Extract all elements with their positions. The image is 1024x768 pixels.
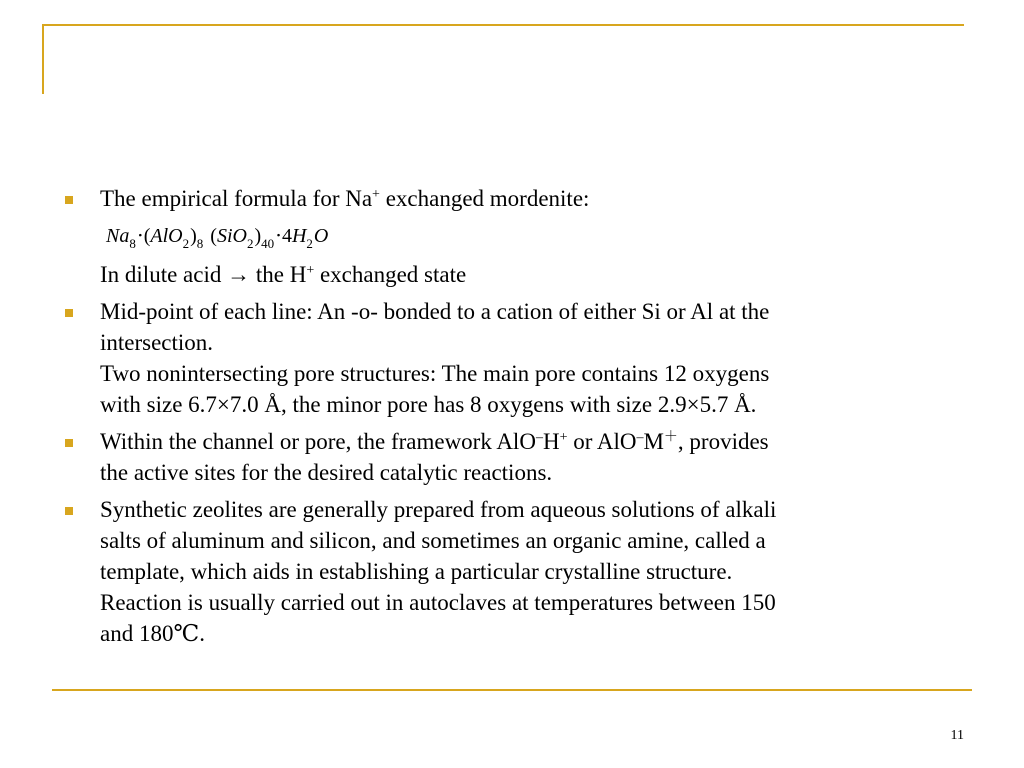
bullet-item-active-sites <box>62 426 962 488</box>
bullet-text: with size 6.7×7.0 Å, the minor pore has 8 oxygens with size 2.9×5.7 Å. <box>100 392 757 417</box>
bullet-square-icon <box>65 507 73 515</box>
bullet-item-pore-structure <box>62 296 962 420</box>
bullet-square-icon <box>65 439 73 447</box>
footer-rule <box>52 689 972 691</box>
frame-top-rule <box>42 24 964 26</box>
frame-left-rule <box>42 24 44 94</box>
bullet-text: template, which aids in establishing a particular crystalline structure. <box>100 559 733 584</box>
bullet-text: intersection. <box>100 330 214 355</box>
bullet-text: Synthetic zeolites are generally prepared from aqueous solutions of alkali <box>100 497 777 522</box>
bullet-square-icon <box>65 196 73 204</box>
chemical-formula: $Na_8\cdot(AlO_2)_8$ $(SiO_2)_{40}\cdot 4H_2O$ <box>106 225 329 251</box>
bullet-square-icon <box>65 309 73 317</box>
page-number: 11 <box>950 728 964 743</box>
bullet-text-continuation: In dilute acid → the H+ exchanged state <box>100 262 467 287</box>
bullet-text: Reaction is usually carried out in autoclaves at temperatures between 150 <box>100 590 776 615</box>
bullet-item-empirical-formula <box>62 183 962 290</box>
bullet-text: Within the channel or pore, the framework AlO–H+ or AlO–M＋, provides <box>100 429 769 454</box>
bullet-text: and 180℃. <box>100 621 205 646</box>
slide-content <box>62 183 962 649</box>
bullet-text: the active sites for the desired catalytic reactions. <box>100 460 553 485</box>
bullet-text: salts of aluminum and silicon, and sometimes an organic amine, called a <box>100 528 766 553</box>
bullet-item-synthetic-zeolites <box>62 494 962 649</box>
bullet-text: Two nonintersecting pore structures: The main pore contains 12 oxygens <box>100 361 770 386</box>
bullet-text: Mid-point of each line: An -o- bonded to a cation of either Si or Al at the <box>100 299 770 324</box>
bullet-text: The empirical formula for Na+ exchanged mordenite: <box>100 186 590 211</box>
